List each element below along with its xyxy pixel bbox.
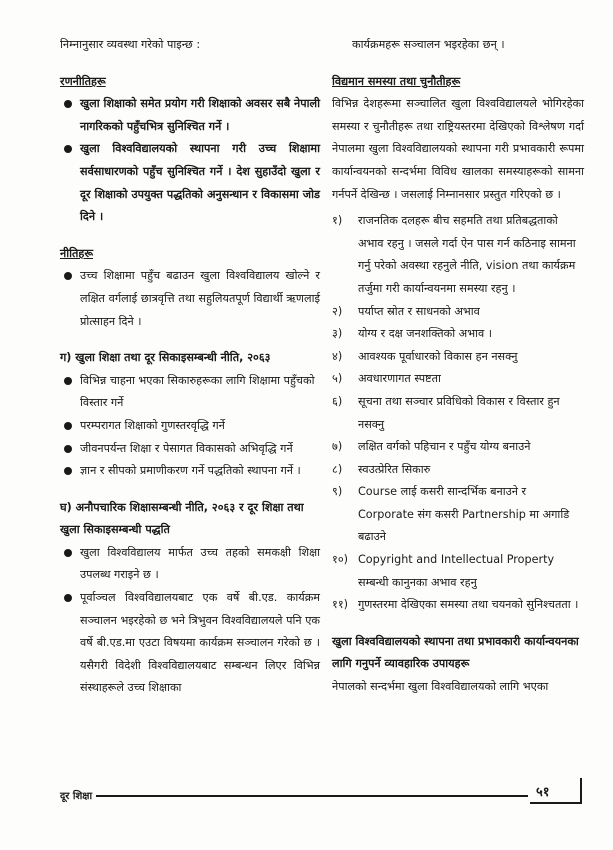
list-item <box>332 481 584 549</box>
item-text: सूचना तथा सञ्चार प्रविधिको विकास र विस्तार हुन नसक्नु <box>358 394 560 431</box>
bullet-icon <box>64 100 72 108</box>
bullet-icon <box>64 272 72 280</box>
item-text: Copyright and Intellectual Property सम्बन्धी कानुनका अभाव रहनु <box>358 553 555 589</box>
list-item: जीवनपर्यन्त शिक्षा र पेसागत विकासको अभिवृद्धि गर्ने <box>60 438 320 461</box>
closing-heading: खुला विश्वविद्यालयको स्थापना तथा प्रभावकारी कार्यान्वयनका लागि गनुपर्ने व्यावहारिक उपायहरू <box>332 634 579 671</box>
list-item <box>332 391 584 436</box>
item-number: ५) <box>332 372 343 386</box>
item-number: १) <box>332 214 343 228</box>
item-text: पर्याप्त स्रोत र साधनको अभाव <box>358 304 480 318</box>
list-item: ज्ञान र सीपको प्रमाणीकरण गर्ने पद्धतिको स्थापना गर्ने । <box>60 460 320 483</box>
bullet-icon <box>64 445 72 453</box>
item-text: राजनतिक दलहरू बीच सहमति तथा प्रतिबद्धताको अभाव रहनु । जसले गर्दा ऐन पास गर्न कठिनाइ सामना गर्नु परेको अवस्था रहनुले नीति, vision तथा कार्यक्रम तर्जुमा गरी कार्यान्वयनमा समस्या रहनु । <box>358 214 576 295</box>
item-text: गुणस्तरमा देखिएका समस्या तथा चयनको सुनिश्चतता । <box>358 598 579 612</box>
list-item <box>332 436 584 459</box>
page-number: ५१ <box>536 785 550 800</box>
item-text: Course लाई कसरी सान्दर्भिक बनाउने र Corporate संग कसरी Partnership मा अगाडि बढाउने <box>358 485 570 544</box>
bullet-icon <box>64 594 72 602</box>
bullet-icon <box>64 549 72 557</box>
closing-paragraph: नेपालको सन्दर्भमा खुला विश्वविद्यालयको लागि भएका <box>332 680 549 694</box>
item-number: ३) <box>332 327 343 341</box>
item-number: ४) <box>332 349 343 363</box>
list-item <box>332 346 584 369</box>
problems-heading: विद्यमान समस्या तथा चुनौतीहरू <box>332 74 461 88</box>
item-text: अवधारणागत स्पष्टता <box>358 372 441 386</box>
bullet-icon <box>64 377 72 385</box>
item-text: योग्य र दक्ष जनशक्तिको अभाव । <box>358 327 492 341</box>
problems-paragraph: विभिन्न देशहरूमा सञ्चालित खुला विश्वविद्यालयले भोगिरहेका समस्या र चुनौतीहरू तथा राष्ट्रियस्तरमा देखिएको विश्लेषण गर्दा नेपालमा खुला विश्वविद्यालयको स्थापना गरी प्रभावकारी रूपमा कार्यान्वयनको सन्दर्भमा विविध खालका समस्याहरूको सामना गर्नपर्ने देखिन्छ । जसलाई निम्नानसार प्रस्तुत गरिएको छ । <box>332 97 584 201</box>
list-item <box>332 301 584 324</box>
right-column <box>332 34 584 699</box>
bullet-icon <box>64 467 72 475</box>
strategies-list <box>60 93 320 229</box>
list-item: खुला शिक्षाको समेत प्रयोग गरी शिक्षाको अवसर सबै नेपाली नागरिकको पहुँचभित्र सुनिश्चित गर्ने । <box>60 93 320 138</box>
list-item <box>332 459 584 482</box>
list-item <box>332 368 584 391</box>
item-number: ७) <box>332 440 343 454</box>
list-item: पूर्वाञ्चल विश्वविद्यालयबाट एक वर्षे बी.एड. कार्यक्रम सञ्चालन भइरहेको छ भने त्रिभुवन विश्वविद्यालयले पनि एक वर्षे बी.एड.मा एउटा विषयमा कार्यक्रम सञ्चालन गरेको छ । यसैगरी विदेशी विश्वविद्यालयबाट सम्बन्धन लिएर विभिन्न संस्थाहरूले उच्च शिक्षाका <box>60 587 320 700</box>
list-item: उच्च शिक्षामा पहुँच बढाउन खुला विश्वविद्यालय खोल्ने र लक्षित वर्गलाई छात्रवृत्ति तथा सहुलियतपूर्ण विद्यार्थी ऋणलाई प्रोत्साहन दिने । <box>60 265 320 333</box>
bullet-icon <box>64 145 72 153</box>
problems-list <box>332 210 584 617</box>
journal-name: दूर शिक्षा <box>60 791 93 802</box>
item-text: लक्षित वर्गको पहिचान र पहुँच योग्य बनाउने <box>358 440 531 454</box>
list-item <box>332 210 584 300</box>
item-text: स्वउत्प्रेरित सिकारु <box>358 462 431 476</box>
item-number: ६) <box>332 394 343 408</box>
list-item: खुला विश्वविद्यालयको स्थापना गरी उच्च शिक्षामा सर्वसाधारणको पहुँच सुनिश्चित गर्ने । देश सुहाउँदो खुला र दूर शिक्षाको उपयुक्त पद्धतिको अनुसन्धान र विकासमा जोड दिने । <box>60 138 320 228</box>
section-gh-list <box>60 542 320 700</box>
policies-heading: नीतिहरू <box>60 246 94 260</box>
item-number: १०) <box>332 553 348 567</box>
section-g-heading: ग) खुला शिक्षा तथा दूर सिकाइसम्बन्धी नीति, २०६३ <box>60 351 271 365</box>
section-g-list <box>60 370 320 483</box>
list-item <box>332 594 584 617</box>
continuation-line: कार्यक्रमहरू सञ्चालन भइरहेका छन् । <box>352 38 505 51</box>
policies-list <box>60 265 320 333</box>
item-number: ९) <box>332 485 343 499</box>
list-item <box>332 549 584 594</box>
item-number: ११) <box>332 598 348 612</box>
item-text: आवश्यक पूर्वाधारको विकास हन नसक्नु <box>358 349 518 363</box>
section-gh-heading: घ) अनौपचारिक शिक्षासम्बन्धी नीति, २०६३ र दूर शिक्षा तथा खुला सिकाइसम्बन्धी पद्धति <box>60 500 304 537</box>
bullet-icon <box>64 422 72 430</box>
list-item: विभिन्न चाहना भएका सिकारुहरूका लागि शिक्षामा पहुँचको विस्तार गर्ने <box>60 370 320 415</box>
footer-rule <box>96 795 528 797</box>
list-item <box>332 323 584 346</box>
list-item: परम्परागत शिक्षाको गुणस्तरवृद्धि गर्ने <box>60 415 320 438</box>
left-column <box>60 34 320 700</box>
intro-line: निम्नानुसार व्यवस्था गरेको पाइन्छ : <box>60 38 201 51</box>
item-number: ८) <box>332 462 343 476</box>
item-number: २) <box>332 304 343 318</box>
strategies-heading: रणनीतिहरू <box>60 74 106 88</box>
list-item: खुला विश्वविद्यालय मार्फत उच्च तहको समकक्षी शिक्षा उपलब्ध गराइने छ । <box>60 542 320 587</box>
